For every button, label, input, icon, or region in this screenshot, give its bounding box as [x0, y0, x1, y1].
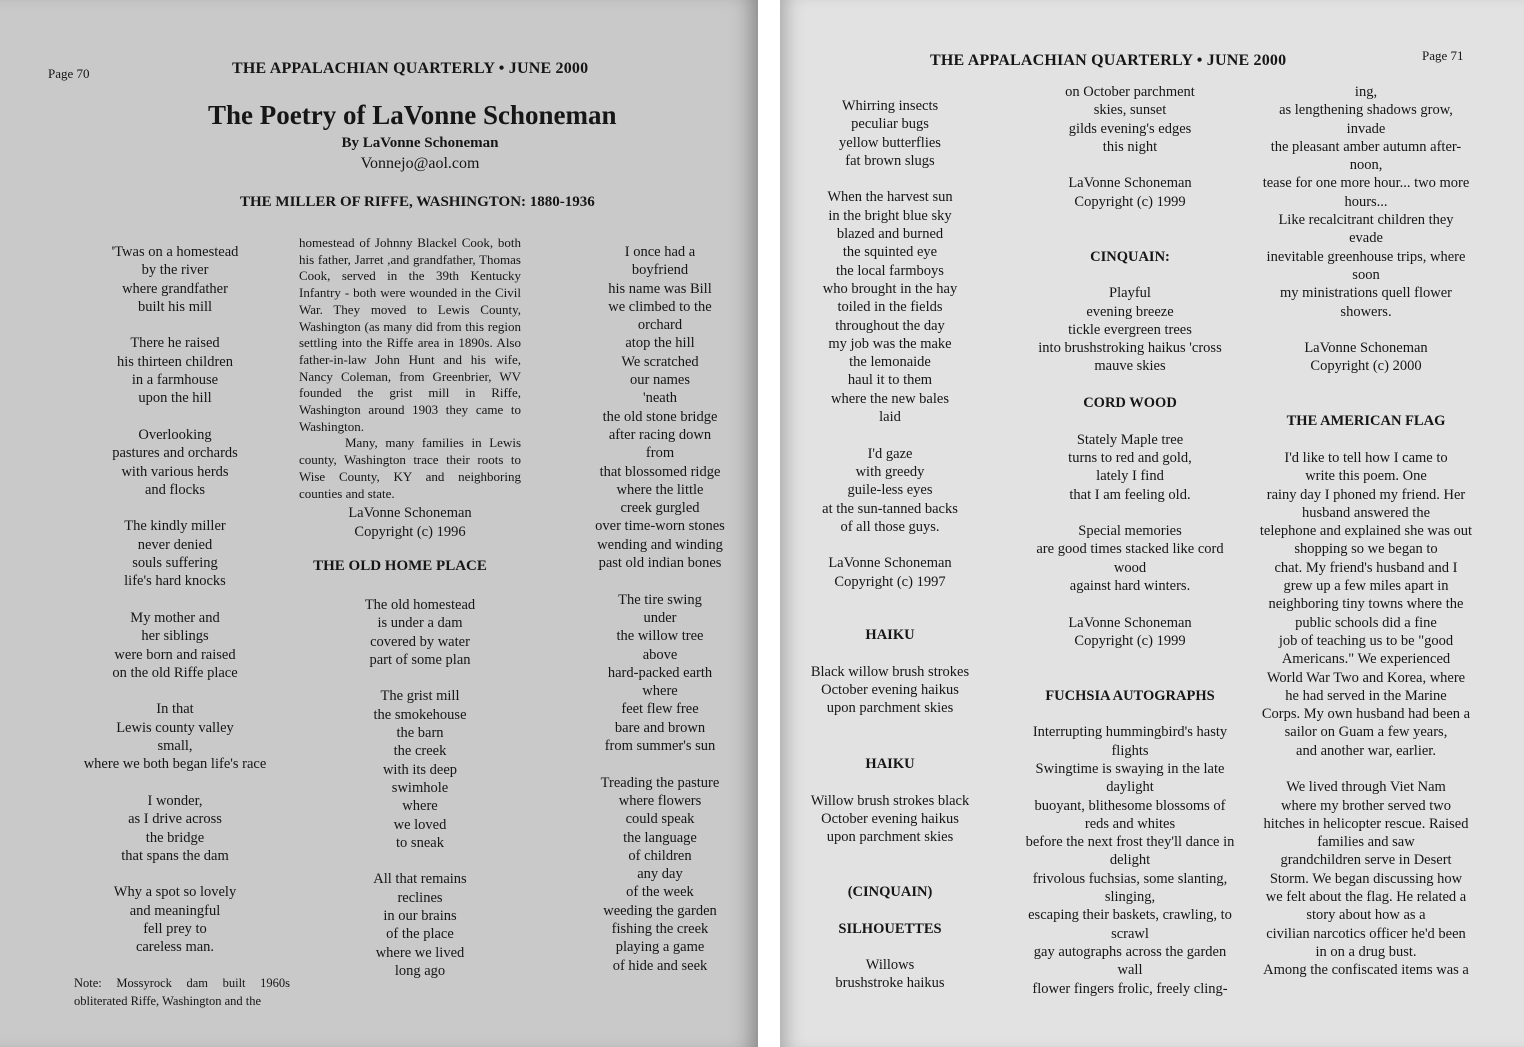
poem-line: Copyright (c) 1999	[1074, 632, 1186, 649]
poem-line: Interrupting hummingbird's hasty	[1032, 724, 1228, 741]
poem-line: we loved	[393, 816, 447, 833]
poem-line: I wonder,	[147, 792, 203, 809]
poem-line: that blossomed ridge	[599, 463, 721, 480]
poem-line: Playful	[1109, 285, 1151, 302]
prose-line: civilian narcotics officer he'd been	[1266, 925, 1466, 942]
prose-line: we felt about the flag. He related a	[1265, 889, 1467, 906]
poem-line: tickle evergreen trees	[1068, 321, 1192, 338]
poem-line: who brought in the hay	[822, 280, 958, 297]
poem-line: life's hard knocks	[124, 573, 226, 590]
poem-line: noon,	[1349, 157, 1383, 174]
poem-line: gilds evening's edges	[1068, 120, 1192, 137]
poem-line	[785, 426, 995, 444]
poem-line: in a farmhouse	[131, 372, 219, 389]
miller-poem-heading: THE MILLER OF RIFFE, WASHINGTON: 1880-1936	[240, 194, 595, 210]
poem-line: flower fingers frolic, freely cling-	[1032, 980, 1228, 997]
poem-line: careless man.	[135, 939, 215, 956]
poem-line: covered by water	[370, 633, 470, 650]
poem-line: I once had a	[624, 244, 696, 260]
prose-line: I'd like to tell how I came to	[1284, 449, 1448, 466]
poem-line: the pleasant amber autumn after-	[1270, 138, 1462, 155]
poem-line: slinging,	[1104, 889, 1156, 906]
cord-wood-heading: CORD WOOD	[1083, 395, 1177, 412]
poem-line: after racing down	[608, 426, 712, 443]
poem-line: hard-packed earth	[607, 664, 713, 681]
page-number-right: Page 71	[1422, 48, 1464, 63]
poem-line: the creek	[393, 743, 447, 760]
poem-line	[50, 499, 300, 517]
poem-line: Willows	[865, 957, 915, 974]
prose-line: Storm. We began discussing how	[1269, 870, 1463, 887]
running-header-right: THE APPALACHIAN QUARTERLY • JUNE 2000	[930, 52, 1287, 69]
signature: LaVonne Schoneman	[348, 505, 472, 522]
miller-poem-column3	[560, 243, 758, 975]
haiku-line: upon parchment skies	[826, 700, 954, 717]
haiku-line: October evening haikus	[821, 810, 959, 827]
poem-line: Copyright (c) 2000	[1310, 358, 1422, 375]
poem-line: showers.	[1340, 303, 1392, 320]
poem-line: where	[402, 798, 438, 815]
poem-line: where grandfather	[122, 280, 228, 297]
poem-line: of hide and seek	[612, 957, 708, 974]
prose-line: grandchildren serve in Desert	[1280, 852, 1452, 869]
old-home-place-heading: THE OLD HOME PLACE	[313, 558, 487, 574]
poem-line: small,	[157, 738, 193, 755]
poem-line: and meaningful	[129, 902, 221, 919]
poem-line: turns to red and gold,	[1068, 449, 1192, 466]
prose-line: Among the confiscated items was a	[1263, 962, 1469, 979]
poem-line	[1248, 321, 1484, 339]
haiku-2	[790, 755, 990, 846]
poem-line: with greedy	[855, 463, 925, 480]
poem-line: by the river	[141, 262, 209, 279]
poem-line: laid	[879, 409, 901, 426]
prose-line: job of teaching us to be "good	[1278, 632, 1454, 649]
poem-line	[315, 852, 525, 870]
poem-line: frivolous fuchsias, some slanting,	[1032, 870, 1228, 887]
prose-line: in on a drug bust.	[1315, 943, 1417, 960]
poem-line: escaping their baskets, crawling, to	[1028, 907, 1232, 924]
poem-line: hours...	[1344, 193, 1388, 210]
poem-line: scrawl	[1111, 925, 1149, 942]
poem-line: LaVonne Schoneman	[1304, 340, 1428, 357]
prose-line: neighboring tiny towns where the	[1268, 596, 1464, 613]
poem-line: Stately Maple tree	[1076, 431, 1184, 448]
prose-line: World War Two and Korea, where	[1266, 669, 1466, 686]
poem-line: the lemonaide	[849, 354, 931, 371]
poem-line: yellow butterflies	[839, 134, 941, 151]
haiku-1	[790, 626, 990, 717]
poem-line: at the sun-tanned backs	[822, 500, 958, 517]
poem-line: were born and raised	[114, 646, 236, 663]
poem-line: 'Twas on a homestead	[111, 244, 239, 260]
poem-line: 'neath	[642, 390, 677, 407]
poem-line: Overlooking	[138, 426, 212, 443]
poem-line: with its deep	[382, 761, 458, 778]
article-title: The Poetry of LaVonne Schoneman	[208, 100, 617, 130]
prose-line: he had served in the Marine	[1285, 687, 1447, 704]
poem-line	[785, 536, 995, 554]
poem-line: as lengthening shadows grow,	[1279, 102, 1453, 119]
poem-line: of children	[628, 847, 692, 864]
poem-line	[50, 316, 300, 334]
poem-line: upon the hill	[138, 390, 212, 407]
miller-poem-column1	[50, 243, 300, 957]
poem-line	[50, 591, 300, 609]
silhouettes-poem	[790, 883, 990, 993]
poem-line: toiled in the fields	[837, 299, 943, 316]
poem-line	[1015, 156, 1245, 174]
book-gutter	[758, 0, 780, 1047]
poem-line: creek gurgled	[620, 500, 700, 517]
poem-line: the bridge	[145, 829, 205, 846]
poem-line: My mother and	[130, 609, 220, 626]
poem-line: brushstroke haikus	[835, 975, 945, 992]
poem-line: above	[642, 646, 678, 663]
poem-line: my ministrations quell flower	[1280, 285, 1452, 302]
poem-line: swimhole	[391, 779, 449, 796]
poem-line: the local farmboys	[836, 262, 944, 279]
poem-line: delight	[1109, 852, 1151, 869]
footnote: Note: Mossyrock dam built 1960s obliterated Riffe, Washington and the	[74, 976, 290, 1008]
poem-line: before the next frost they'll dance in	[1025, 834, 1235, 851]
poem-line: orchard	[637, 317, 683, 334]
prose-paragraph-1: homestead of Johnny Blackel Cook, both his father, Jarret ,and grandfather, Thomas Cook, served in the 39th Kentucky Infantry - both were wounded in the Civil War. They moved to Lewis County, Washington (as many did from this region settling into the Riffe area in 1890s. Also father-in-law John Hunt and his wife, Nancy Coleman, from Greenbrier, WV founded the grist mill in Riffe, Washington around 1903 they came to Washington.	[299, 235, 521, 434]
haiku-line: October evening haikus	[821, 681, 959, 698]
poem-line: wall	[1117, 962, 1143, 979]
haiku-2-heading: HAIKU	[865, 756, 915, 772]
poem-line: Like recalcitrant children they	[1278, 212, 1454, 229]
poem-line: The old homestead	[364, 597, 476, 613]
poem-line: peculiar bugs	[851, 116, 929, 133]
poem-line: to sneak	[396, 834, 444, 851]
poem-line: part of some plan	[369, 651, 471, 668]
poem-line: where the little	[616, 481, 704, 498]
poem-line: the language	[623, 829, 697, 846]
poem-line: LaVonne Schoneman	[1068, 614, 1192, 631]
poem-line: could speak	[625, 811, 695, 828]
prose-line: rainy day I phoned my friend. Her	[1266, 486, 1466, 503]
poem-line: Whirring insects	[841, 98, 939, 114]
right-page	[780, 0, 1524, 1047]
cinquain-heading: CINQUAIN:	[1090, 248, 1170, 265]
poem-line: daylight	[1106, 779, 1154, 796]
poem-line: are good times stacked like cord	[1036, 541, 1224, 558]
poem-line: boyfriend	[631, 262, 689, 279]
prose-paragraph-2: Many, many families in Lewis county, Washington trace their roots to Wise County, KY and neighboring counties and state.	[299, 435, 521, 501]
author-email: Vonnejo@aol.com	[360, 155, 480, 172]
poem-line: Special memories	[1078, 523, 1182, 540]
poem-line: fell prey to	[143, 920, 207, 937]
poem-line: souls suffering	[132, 555, 218, 572]
poem-line: her siblings	[141, 628, 209, 645]
cinquain-2-heading: (CINQUAIN)	[847, 884, 933, 900]
poem-line: this night	[1102, 138, 1158, 155]
fuchsia-autographs-heading: FUCHSIA AUTOGRAPHS	[1045, 687, 1215, 704]
poem-line: his thirteen children	[117, 353, 233, 370]
prose-line: where my brother served two	[1281, 797, 1451, 814]
poem-line	[560, 572, 758, 590]
poem-line: In that	[156, 701, 194, 718]
poem-line: Treading the pasture	[600, 774, 720, 791]
poem-line: the squinted eye	[842, 244, 938, 261]
poem-line: haul it to them	[847, 372, 933, 389]
poem-line: Copyright (c) 1999	[1074, 193, 1186, 210]
poem-line: the smokehouse	[373, 706, 467, 723]
poem-line: LaVonne Schoneman	[1068, 175, 1192, 192]
poem-line: where flowers	[618, 792, 702, 809]
poem-line: against hard winters.	[1069, 578, 1191, 595]
poem-line: where the new bales	[831, 390, 949, 407]
poem-line: There he raised	[130, 335, 220, 352]
poem-line: is under a dam	[377, 615, 463, 632]
poem-line: tease for one more hour... two more	[1262, 175, 1470, 192]
poem-line: the old stone bridge	[602, 408, 718, 425]
column2	[1015, 83, 1245, 998]
poem-line: with various herds	[121, 463, 229, 480]
prose-line: husband answered the	[1301, 504, 1431, 521]
poem-line: wood	[1113, 559, 1147, 576]
page-number-left: Page 70	[48, 66, 90, 81]
poem-line: The grist mill	[380, 688, 460, 705]
poem-line: evade	[1349, 230, 1383, 247]
poem-line: The kindly miller	[124, 518, 226, 535]
poem-line: flights	[1111, 742, 1149, 759]
poem-line: where	[642, 683, 678, 700]
prose-line: sailor on Guam a few years,	[1284, 724, 1448, 741]
poem-line: gay autographs across the garden	[1033, 943, 1227, 960]
poem-line: never denied	[137, 536, 213, 553]
poem-line	[560, 755, 758, 773]
prose-line: shopping so we began to	[1294, 541, 1438, 558]
poem-line: buoyant, blithesome blossoms of	[1034, 797, 1226, 814]
prose-line: chat. My friend's husband and I	[1274, 559, 1458, 576]
poem-line: the willow tree	[616, 628, 704, 645]
prose-line: Corps. My own husband had been a	[1261, 706, 1471, 723]
prose-line: We lived through Viet Nam	[1286, 779, 1446, 796]
poem-line	[50, 682, 300, 700]
poem-line: of the week	[626, 884, 694, 901]
poem-line: LaVonne Schoneman	[828, 555, 952, 572]
left-page	[0, 0, 758, 1047]
poem-line: into brushstroking haikus 'cross	[1038, 340, 1222, 357]
prose-line: Americans." We experienced	[1281, 651, 1451, 668]
poem-line: where we both began life's race	[83, 756, 267, 773]
silhouettes-heading: SILHOUETTES	[838, 920, 942, 937]
poem-line: inevitable greenhouse trips, where	[1266, 248, 1466, 265]
harvest-poem	[785, 97, 995, 591]
poem-line: evening breeze	[1086, 303, 1174, 320]
poem-line: pastures and orchards	[112, 445, 238, 462]
poem-line: ing,	[1354, 84, 1378, 100]
poem-line: on the old Riffe place	[112, 664, 238, 681]
poem-line: any day	[637, 866, 683, 883]
prose-line	[1248, 760, 1484, 778]
poem-line: under	[643, 609, 677, 626]
miller-poem-prose	[299, 235, 521, 542]
prose-line: families and saw	[1317, 834, 1415, 851]
old-home-place-poem	[315, 596, 525, 980]
poem-line	[315, 669, 525, 687]
poem-line: in the bright blue sky	[828, 207, 952, 224]
haiku-line: upon parchment skies	[826, 829, 954, 846]
poem-line: we climbed to the	[608, 298, 712, 315]
poem-line: When the harvest sun	[827, 189, 953, 206]
poem-line: Lewis county valley	[116, 719, 234, 736]
prose-line: grew up a few miles apart in	[1283, 578, 1449, 595]
poem-line: fishing the creek	[611, 920, 709, 937]
prose-line: hitches in helicopter rescue. Raised	[1263, 815, 1469, 832]
poem-line: invade	[1346, 120, 1386, 137]
poem-line: long ago	[394, 962, 446, 979]
poem-line: past old indian bones	[598, 555, 722, 572]
poem-line: lately I find	[1096, 468, 1164, 485]
poem-line: over time-worn stones	[595, 518, 725, 535]
poem-line: I'd gaze	[867, 445, 913, 462]
poem-line: built his mill	[137, 298, 213, 315]
poem-line: the barn	[396, 725, 444, 742]
poem-line	[50, 408, 300, 426]
poem-line: fat brown slugs	[845, 152, 935, 169]
poem-line: All that remains	[373, 871, 467, 888]
poem-line: feet flew free	[621, 701, 699, 718]
poem-line: as I drive across	[128, 811, 222, 828]
poem-line: our names	[630, 372, 690, 389]
poem-line	[50, 774, 300, 792]
prose-line: public schools did a fine	[1295, 614, 1437, 631]
poem-line: that spans the dam	[121, 847, 229, 864]
poem-line: We scratched	[621, 353, 699, 370]
poem-line: guile-less eyes	[847, 482, 933, 499]
haiku-line: Willow brush strokes black	[810, 792, 970, 809]
poem-line: reds and whites	[1084, 815, 1176, 832]
poem-line: The tire swing	[618, 591, 702, 608]
poem-line: weeding the garden	[603, 902, 717, 919]
poem-line: bare and brown	[614, 719, 706, 736]
poem-line: atop the hill	[625, 335, 695, 352]
poem-line: skies, sunset	[1093, 102, 1167, 119]
poem-line	[50, 865, 300, 883]
column3	[1248, 83, 1484, 980]
poem-line	[785, 170, 995, 188]
poem-line	[1015, 595, 1245, 613]
poem-line: mauve skies	[1094, 358, 1166, 375]
poem-line: that I am feeling old.	[1069, 486, 1191, 503]
poem-line: on October parchment	[1065, 84, 1195, 100]
prose-line: and another war, earlier.	[1296, 742, 1436, 759]
prose-line: write this poem. One	[1305, 468, 1427, 485]
poem-line: and flocks	[145, 481, 205, 498]
haiku-line: Black willow brush strokes	[810, 663, 970, 680]
poem-line: his name was Bill	[608, 280, 712, 297]
poem-line: my job was the make	[828, 335, 952, 352]
poem-line: throughout the day	[835, 317, 945, 334]
copyright: Copyright (c) 1996	[354, 524, 466, 541]
poem-line: blazed and burned	[836, 226, 944, 243]
poem-line: wending and winding	[597, 536, 723, 553]
prose-line: story about how as a	[1306, 907, 1426, 924]
byline: By LaVonne Schoneman	[341, 135, 499, 151]
haiku-1-heading: HAIKU	[865, 627, 915, 643]
poem-line: in our brains	[383, 908, 457, 925]
poem-line: Copyright (c) 1997	[834, 573, 946, 590]
poem-line: of the place	[386, 926, 454, 943]
poem-line: soon	[1352, 266, 1380, 283]
poem-line: reclines	[397, 889, 443, 906]
poem-line: Why a spot so lovely	[113, 884, 237, 901]
poem-line	[1015, 504, 1245, 522]
poem-line: playing a game	[615, 939, 705, 956]
poem-line: where we lived	[375, 944, 465, 961]
poem-line: from	[645, 445, 675, 462]
poem-line: of all those guys.	[840, 518, 940, 535]
prose-line: telephone and explained she was out	[1259, 523, 1473, 540]
poem-line: from summer's sun	[604, 738, 716, 755]
american-flag-heading: THE AMERICAN FLAG	[1286, 413, 1446, 430]
running-header-left: THE APPALACHIAN QUARTERLY • JUNE 2000	[232, 60, 589, 77]
poem-line: Swingtime is swaying in the late	[1035, 760, 1225, 777]
